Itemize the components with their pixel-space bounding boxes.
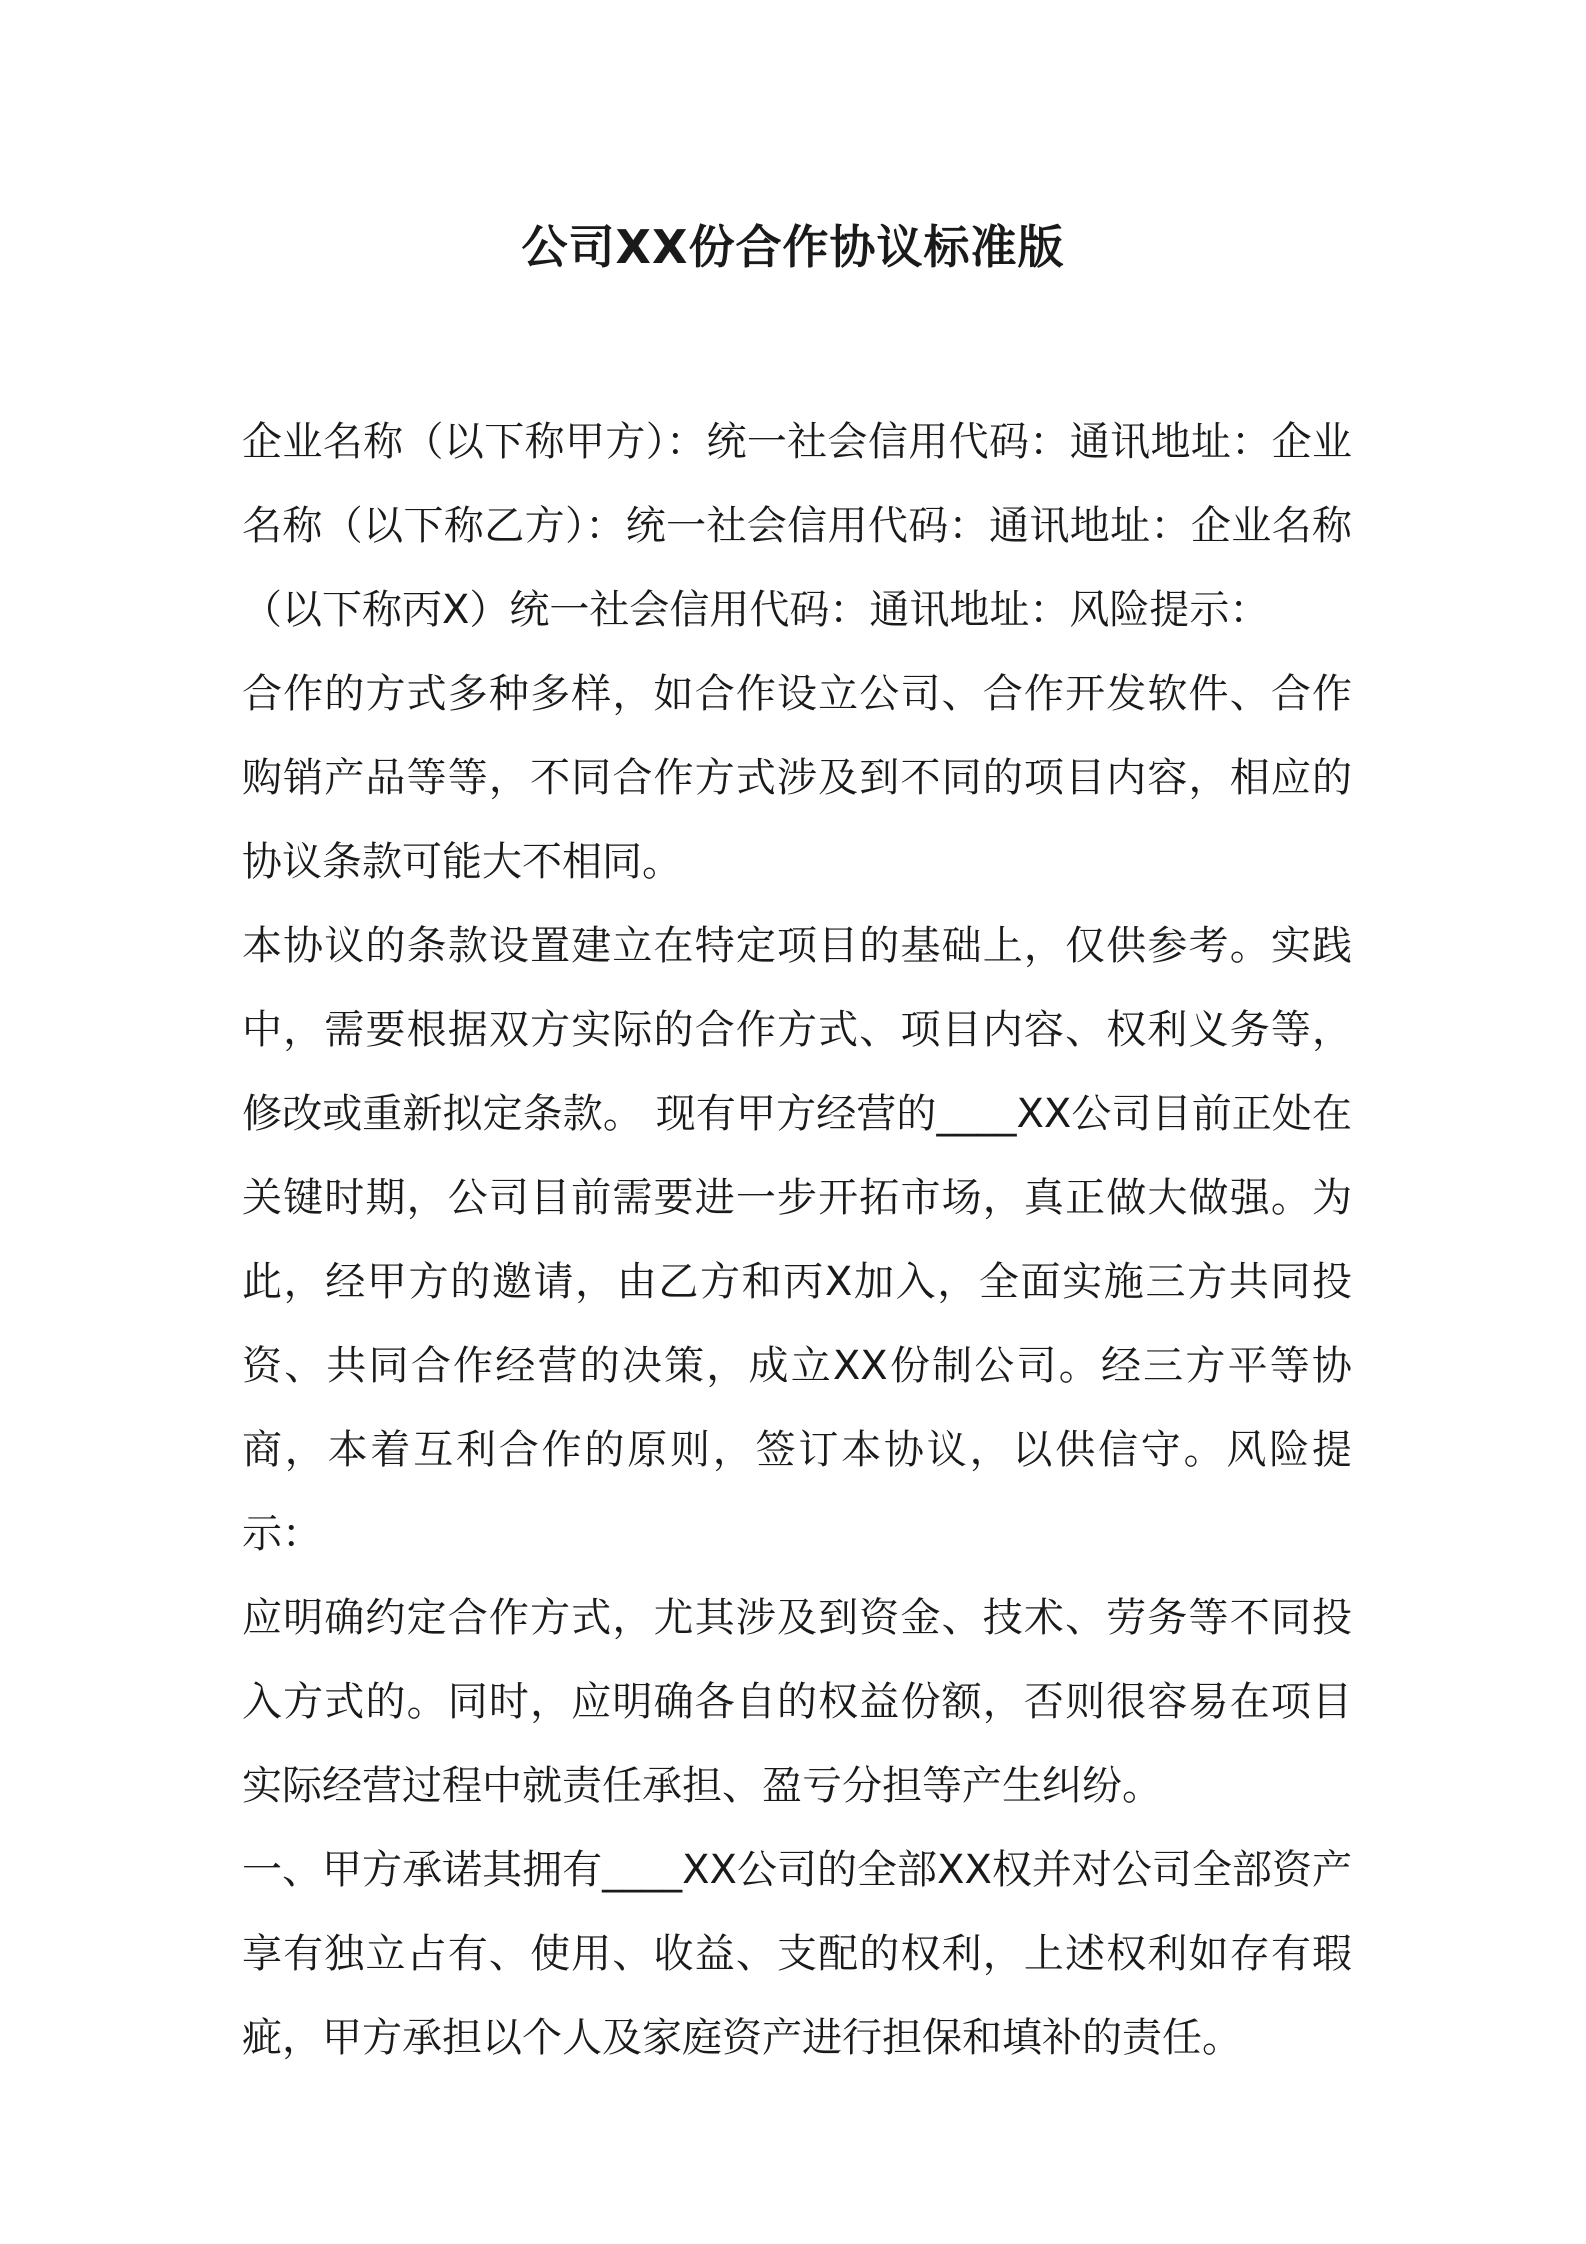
- paragraph-cooperation-methods: 合作的方式多种多样，如合作设立公司、合作开发软件、合作购销产品等等，不同合作方式涉及到不同的项目内容，相应的协议条款可能大不相同。: [242, 671, 1352, 885]
- document-body: [242, 400, 1352, 2080]
- document-title: 公司XX份合作协议标准版: [521, 220, 1065, 274]
- paragraph-clause-one: 一、甲方承诺其拥有____XX公司的全部XX权并对公司全部资产享有独立占有、使用、收益、支配的权利，上述权利如存有瑕疵，甲方承担以个人及家庭资产进行担保和填补的责任。: [242, 1847, 1352, 2061]
- paragraph-agreement-background: 本协议的条款设置建立在特定项目的基础上，仅供参考。实践中，需要根据双方实际的合作方式、项目内容、权利义务等，修改或重新拟定条款。 现有甲方经营的____XX公司目前正处在关键时期，公司目前需要进一步开拓市场，真正做大做强。为此，经甲方的邀请，由乙方和丙X加入，全面实施三方共同投资、共同合作经营的决策，成立XX份制公司。经三方平等协商，本着互利合作的原则，签订本协议，以供信守。风险提示：: [242, 923, 1352, 1557]
- paragraph-risk-notice-details: 应明确约定合作方式，尤其涉及到资金、技术、劳务等不同投入方式的。同时，应明确各自的权益份额，否则很容易在项目实际经营过程中就责任承担、盈亏分担等产生纠纷。: [242, 1595, 1352, 1809]
- paragraph-parties-and-risk-notice: 企业名称（以下称甲方）：统一社会信用代码：通讯地址：企业名称（以下称乙方）：统一社会信用代码：通讯地址：企业名称（以下称丙X）统一社会信用代码：通讯地址：风险提示：: [242, 419, 1352, 633]
